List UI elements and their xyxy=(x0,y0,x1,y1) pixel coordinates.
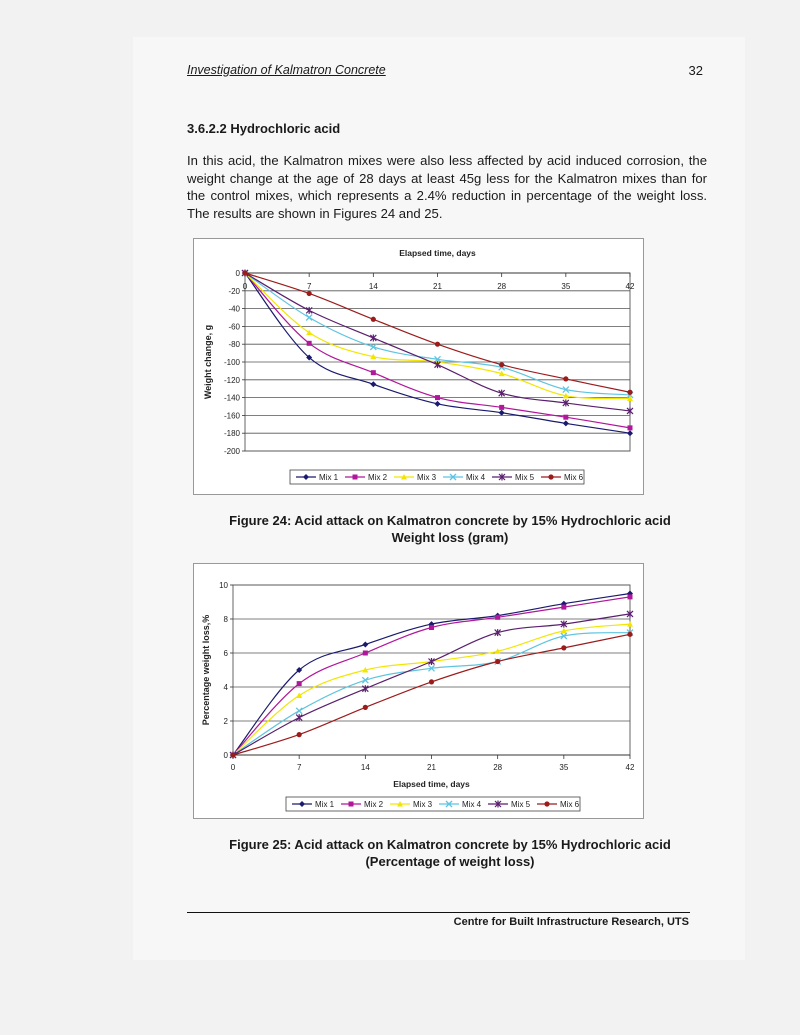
figure-25-caption-line1: Figure 25: Acid attack on Kalmatron concrete by 15% Hydrochloric acid xyxy=(229,837,671,852)
fig24-point-2 xyxy=(371,370,376,375)
fig24-legend-label: Mix 5 xyxy=(515,473,535,482)
fig24-y-tick-label: -180 xyxy=(223,429,240,439)
fig25-point-6 xyxy=(297,732,302,737)
fig25-point-6 xyxy=(627,632,632,637)
section-heading: 3.6.2.2 Hydrochloric acid xyxy=(187,121,341,136)
fig25-legend-label: Mix 6 xyxy=(560,800,580,809)
running-header xyxy=(187,63,703,81)
figure-25-caption-line2: (Percentage of weight loss) xyxy=(365,854,535,869)
fig25-legend-marker xyxy=(349,802,354,807)
fig25-x-tick-label: 0 xyxy=(230,763,236,772)
fig24-y-tick-label: -40 xyxy=(228,304,240,314)
figure-24-caption xyxy=(190,512,710,546)
fig24-legend-label: Mix 1 xyxy=(319,473,339,482)
figure-24-caption-line2: Weight loss (gram) xyxy=(391,530,509,545)
running-title: Investigation of Kalmatron Concrete xyxy=(187,63,386,77)
fig25-legend xyxy=(286,797,580,811)
fig24-y-tick-label: -160 xyxy=(223,411,240,421)
figure-25-caption xyxy=(190,836,710,870)
fig25-plot-area xyxy=(233,585,630,755)
fig25-point-6 xyxy=(495,659,500,664)
fig24-x-tick-label: 35 xyxy=(561,282,571,291)
footer-text: Centre for Built Infrastructure Research, UTS xyxy=(453,916,689,928)
fig25-point-2 xyxy=(495,615,500,620)
fig24-y-tick-label: -20 xyxy=(228,286,240,296)
fig25-point-2 xyxy=(429,625,434,630)
fig24-y-tick-label: -140 xyxy=(223,393,240,403)
page-number: 32 xyxy=(688,63,703,78)
figure-24-caption-line1: Figure 24: Acid attack on Kalmatron concrete by 15% Hydrochloric acid xyxy=(229,513,671,528)
fig25-point-2 xyxy=(297,681,302,686)
fig24-x-axis-title: Elapsed time, days xyxy=(399,248,476,258)
fig24-point-2 xyxy=(563,415,568,420)
fig25-legend-label: Mix 1 xyxy=(315,800,335,809)
fig25-x-tick-label: 14 xyxy=(360,763,370,772)
fig24-x-tick-label: 28 xyxy=(497,282,507,291)
fig25-y-tick-label: 6 xyxy=(223,649,228,658)
fig24-point-6 xyxy=(563,376,568,381)
fig24-x-tick-label: 14 xyxy=(368,282,378,291)
fig24-y-tick-label: -80 xyxy=(228,340,240,350)
fig25-legend-label: Mix 2 xyxy=(364,800,384,809)
figure-25-chart xyxy=(193,563,644,819)
fig25-legend-label: Mix 4 xyxy=(462,800,482,809)
fig24-y-tick-label: -120 xyxy=(223,375,240,385)
fig25-point-2 xyxy=(628,594,633,599)
fig24-point-2 xyxy=(628,425,633,430)
fig24-point-6 xyxy=(371,317,376,322)
fig25-x-tick-label: 35 xyxy=(559,763,569,772)
fig25-point-6 xyxy=(363,705,368,710)
fig25-y-tick-label: 2 xyxy=(223,717,228,726)
fig24-y-tick-label: -60 xyxy=(228,322,240,332)
fig25-x-tick-label: 7 xyxy=(296,763,302,772)
fig24-point-2 xyxy=(307,341,312,346)
fig24-legend-marker xyxy=(548,474,553,479)
fig24-legend-label: Mix 6 xyxy=(564,473,584,482)
fig25-y-axis-title: Percentage weight loss,% xyxy=(201,614,211,726)
footer-rule xyxy=(187,912,690,913)
figure-25-plot xyxy=(194,564,643,818)
fig24-y-tick-label: -200 xyxy=(223,447,240,456)
fig25-x-tick-label: 21 xyxy=(427,763,436,772)
fig25-legend-marker xyxy=(544,801,549,806)
fig24-point-6 xyxy=(499,362,504,367)
fig24-legend-label: Mix 4 xyxy=(466,473,486,482)
fig24-point-6 xyxy=(242,270,247,275)
fig24-legend-label: Mix 2 xyxy=(368,473,388,482)
fig25-y-tick-label: 0 xyxy=(223,751,228,760)
fig25-point-2 xyxy=(561,605,566,610)
fig24-point-2 xyxy=(499,405,504,410)
fig25-legend-label: Mix 5 xyxy=(511,800,531,809)
fig25-x-axis-title: Elapsed time, days xyxy=(393,779,470,789)
fig24-point-6 xyxy=(627,390,632,395)
fig25-point-6 xyxy=(230,752,235,757)
fig25-x-tick-label: 28 xyxy=(493,763,503,772)
fig24-y-axis-title: Weight change, g xyxy=(203,324,213,400)
fig24-legend xyxy=(290,470,584,484)
fig25-point-2 xyxy=(363,651,368,656)
fig24-point-6 xyxy=(307,291,312,296)
fig24-legend-label: Mix 3 xyxy=(417,473,437,482)
fig24-y-tick-label: 0 xyxy=(235,269,240,278)
fig24-x-tick-label: 42 xyxy=(625,282,635,291)
figure-24-chart xyxy=(193,238,644,495)
fig25-point-6 xyxy=(561,645,566,650)
figure-24-plot xyxy=(194,239,643,494)
fig25-y-tick-label: 10 xyxy=(219,581,228,590)
body-paragraph: In this acid, the Kalmatron mixes were also less affected by acid induced corrosion, the weight change at the age of 28 days at least 45g less for the Kalmatron mixes than for the control mixes, which represents a 2.4% reduction in percentage of the weight loss. The results are shown in Figures 24 and 25. xyxy=(187,153,707,221)
fig24-x-tick-label: 0 xyxy=(242,282,248,291)
fig24-x-tick-label: 21 xyxy=(433,282,442,291)
fig25-y-tick-label: 8 xyxy=(223,615,228,624)
fig25-y-tick-label: 4 xyxy=(223,683,228,692)
fig24-y-tick-label: -100 xyxy=(223,358,240,367)
fig24-point-2 xyxy=(435,395,440,400)
fig25-legend-label: Mix 3 xyxy=(413,800,433,809)
fig25-point-6 xyxy=(429,679,434,684)
fig24-legend-marker xyxy=(353,475,358,480)
fig24-x-tick-label: 7 xyxy=(306,282,312,291)
fig25-x-tick-label: 42 xyxy=(625,763,635,772)
fig24-point-6 xyxy=(435,342,440,347)
